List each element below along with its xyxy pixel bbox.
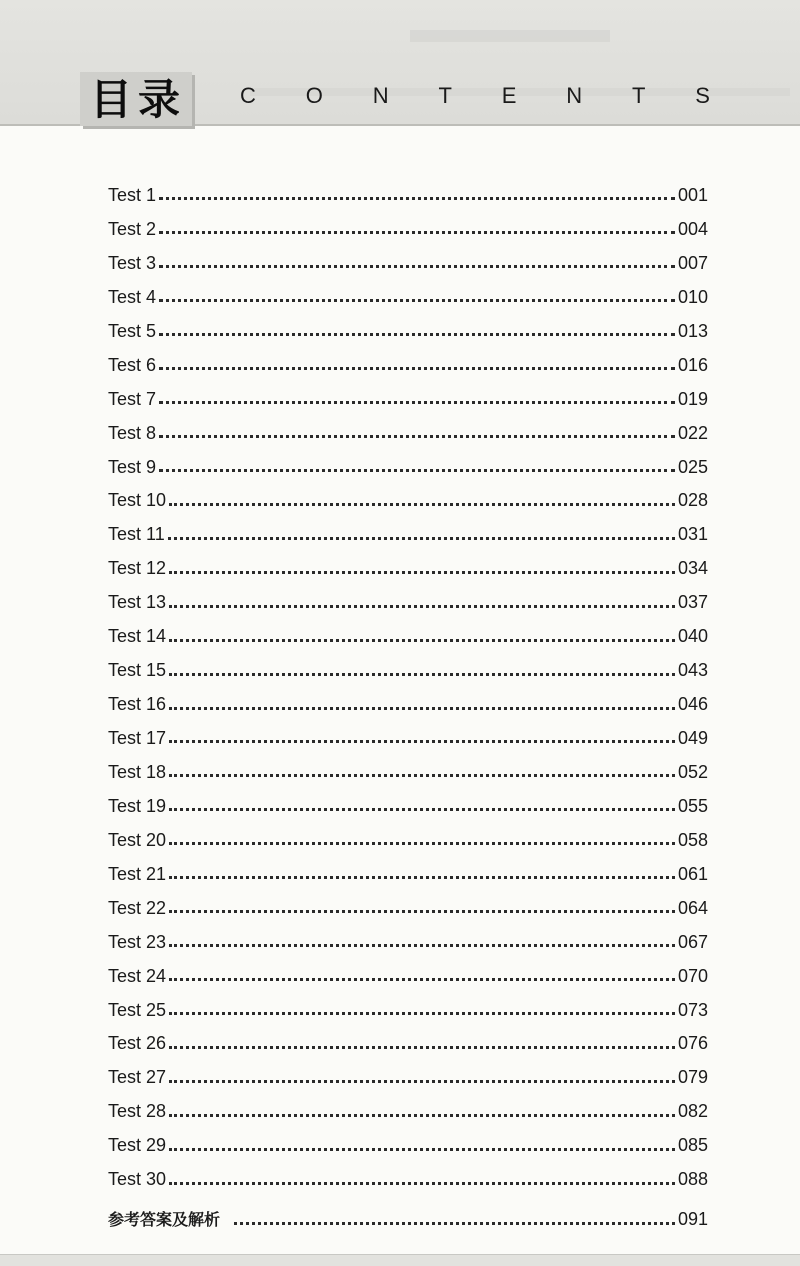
toc-entry-page-number: 037 bbox=[677, 592, 708, 613]
toc-entry-label: Test 23 bbox=[108, 931, 167, 952]
toc-entry-page-number: 019 bbox=[677, 388, 708, 409]
toc-entry[interactable] bbox=[108, 995, 708, 1029]
toc-entry-label: Test 4 bbox=[108, 286, 157, 307]
toc-entry-label: Test 2 bbox=[108, 218, 157, 239]
toc-entry-page-number: 085 bbox=[677, 1135, 708, 1156]
dot-leader bbox=[169, 1046, 675, 1049]
toc-entry[interactable] bbox=[108, 757, 708, 791]
toc-entry-label: Test 10 bbox=[108, 490, 167, 511]
dot-leader bbox=[159, 469, 675, 472]
dot-leader bbox=[169, 571, 675, 574]
toc-entry[interactable] bbox=[108, 927, 708, 961]
dot-leader bbox=[159, 299, 675, 302]
title-en-letter: N bbox=[372, 83, 389, 108]
toc-entry-page-number: 004 bbox=[677, 218, 708, 239]
toc-entry-page-number: 073 bbox=[677, 999, 708, 1020]
toc-entry[interactable] bbox=[108, 519, 708, 553]
dot-leader bbox=[169, 842, 675, 845]
dot-leader bbox=[169, 978, 675, 981]
dot-leader bbox=[169, 774, 675, 777]
dot-leader bbox=[169, 1012, 675, 1015]
toc-entry-page-number: 013 bbox=[677, 320, 708, 341]
toc-entry-label: 参考答案及解析 bbox=[108, 1210, 221, 1230]
toc-entry[interactable] bbox=[108, 893, 708, 927]
dot-leader bbox=[169, 1148, 675, 1151]
title-en-letter: T bbox=[632, 83, 646, 108]
toc-entry[interactable] bbox=[108, 961, 708, 995]
title-en-letter: S bbox=[695, 83, 710, 108]
toc-entry-page-number: 025 bbox=[677, 456, 708, 477]
dot-leader bbox=[169, 605, 675, 608]
dot-leader bbox=[169, 707, 675, 710]
toc-entry-label: Test 24 bbox=[108, 965, 167, 986]
dot-leader bbox=[168, 537, 675, 540]
bottom-edge bbox=[0, 1254, 800, 1266]
toc-entry[interactable] bbox=[108, 689, 708, 723]
toc-entry-page-number: 049 bbox=[677, 728, 708, 748]
dot-leader bbox=[159, 265, 675, 268]
toc-entry-label: Test 14 bbox=[108, 626, 167, 647]
dot-leader bbox=[169, 639, 675, 642]
title-en-letter: E bbox=[501, 83, 517, 108]
toc-entry[interactable] bbox=[108, 248, 708, 282]
toc-entry[interactable] bbox=[108, 621, 708, 655]
toc-entry-page-number: 070 bbox=[677, 965, 708, 986]
dot-leader bbox=[169, 1182, 675, 1185]
toc-entry-label: Test 29 bbox=[108, 1135, 167, 1156]
toc-entry[interactable] bbox=[108, 1028, 708, 1062]
toc-entry-label: Test 26 bbox=[108, 1033, 167, 1054]
dot-leader bbox=[169, 503, 675, 506]
toc-entry-page-number: 082 bbox=[677, 1101, 708, 1122]
toc-entry[interactable] bbox=[108, 485, 708, 519]
toc-entry-page-number: 058 bbox=[677, 829, 708, 850]
toc-entry-label: Test 13 bbox=[108, 592, 167, 613]
title-en-letter: T bbox=[438, 83, 452, 108]
toc-entry-label: Test 25 bbox=[108, 999, 167, 1020]
toc-entry[interactable] bbox=[108, 384, 708, 418]
dot-leader bbox=[169, 910, 675, 913]
toc-entry-label: Test 30 bbox=[108, 1169, 167, 1190]
toc-entry[interactable] bbox=[108, 418, 708, 452]
toc-entry[interactable] bbox=[108, 859, 708, 893]
toc-entry-label: Test 11 bbox=[108, 524, 165, 545]
toc-entry-page-number: 040 bbox=[677, 626, 708, 647]
toc-entry[interactable] bbox=[108, 1164, 708, 1198]
toc-entry[interactable] bbox=[108, 587, 708, 621]
toc-entry-label: Test 15 bbox=[108, 660, 167, 681]
table-of-contents bbox=[108, 180, 708, 1238]
toc-entry-label: Test 9 bbox=[108, 456, 157, 477]
toc-entry-label: Test 12 bbox=[108, 558, 167, 579]
toc-entry[interactable] bbox=[108, 180, 708, 214]
toc-entry-label: Test 19 bbox=[108, 795, 167, 816]
toc-entry-label: Test 7 bbox=[108, 388, 157, 409]
dot-leader bbox=[159, 231, 675, 234]
toc-entry[interactable] bbox=[108, 214, 708, 248]
toc-entry[interactable] bbox=[108, 825, 708, 859]
dot-leader bbox=[169, 1080, 675, 1083]
toc-entry-label: Test 20 bbox=[108, 829, 167, 850]
toc-entry-label: Test 3 bbox=[108, 252, 157, 273]
toc-entry[interactable] bbox=[108, 350, 708, 384]
toc-entry-label: Test 28 bbox=[108, 1101, 167, 1122]
toc-entry-page-number: 091 bbox=[677, 1209, 708, 1230]
toc-entry[interactable] bbox=[108, 723, 708, 757]
page-title-en bbox=[240, 82, 710, 110]
dot-leader bbox=[169, 673, 675, 676]
toc-entry[interactable] bbox=[108, 1096, 708, 1130]
dot-leader bbox=[234, 1222, 675, 1225]
header-shadow-mark bbox=[410, 30, 610, 42]
toc-entry-page-number: 088 bbox=[677, 1169, 708, 1190]
toc-entry-label: Test 16 bbox=[108, 694, 167, 715]
toc-entry[interactable] bbox=[108, 452, 708, 486]
toc-entry[interactable] bbox=[108, 791, 708, 825]
dot-leader bbox=[159, 197, 675, 200]
toc-entry-label: Test 8 bbox=[108, 422, 157, 443]
toc-entry-page-number: 007 bbox=[677, 252, 708, 273]
toc-entry-page-number: 010 bbox=[677, 286, 708, 307]
toc-entry-page-number: 043 bbox=[677, 660, 708, 681]
title-en-letter: N bbox=[566, 83, 583, 108]
toc-entry[interactable] bbox=[108, 282, 708, 316]
toc-entry-page-number: 046 bbox=[677, 694, 708, 715]
toc-entry-page-number: 016 bbox=[677, 354, 708, 375]
toc-entry-page-number: 028 bbox=[677, 490, 708, 511]
toc-entry-page-number: 064 bbox=[677, 897, 708, 918]
toc-entry[interactable] bbox=[108, 316, 708, 350]
toc-entry[interactable] bbox=[108, 1062, 708, 1096]
toc-entry-page-number: 055 bbox=[677, 795, 708, 816]
dot-leader bbox=[169, 740, 675, 743]
page-title-cn: 目录 bbox=[90, 75, 187, 124]
dot-leader bbox=[159, 367, 675, 370]
toc-entry-label: Test 22 bbox=[108, 897, 167, 918]
toc-entry-page-number: 022 bbox=[677, 422, 708, 443]
toc-entry-label: Test 6 bbox=[108, 354, 157, 375]
toc-entry[interactable] bbox=[108, 553, 708, 587]
toc-entry-page-number: 001 bbox=[677, 185, 708, 205]
toc-entry[interactable] bbox=[108, 1130, 708, 1164]
dot-leader bbox=[169, 876, 675, 879]
toc-entry-page-number: 052 bbox=[677, 761, 708, 782]
dot-leader bbox=[159, 401, 675, 404]
dot-leader bbox=[169, 1114, 675, 1117]
dot-leader bbox=[169, 808, 675, 811]
dot-leader bbox=[159, 435, 675, 438]
toc-entry-label: Test 17 bbox=[108, 728, 167, 748]
toc-entry-page-number: 067 bbox=[677, 931, 708, 952]
title-en-letter: O bbox=[305, 83, 323, 108]
toc-entry-page-number: 076 bbox=[677, 1033, 708, 1054]
toc-entry-page-number: 061 bbox=[677, 863, 708, 884]
title-en-letter: C bbox=[240, 83, 256, 108]
toc-entry-answers[interactable] bbox=[108, 1204, 708, 1238]
dot-leader bbox=[159, 333, 675, 336]
toc-entry-page-number: 034 bbox=[677, 558, 708, 579]
toc-entry-label: Test 21 bbox=[108, 863, 167, 884]
toc-entry-label: Test 27 bbox=[108, 1067, 167, 1088]
dot-leader bbox=[169, 944, 675, 947]
toc-entry-label: Test 1 bbox=[108, 185, 157, 205]
toc-entry-label: Test 5 bbox=[108, 320, 157, 341]
toc-entry-page-number: 079 bbox=[677, 1067, 708, 1088]
toc-entry-page-number: 031 bbox=[677, 524, 708, 545]
toc-entry[interactable] bbox=[108, 655, 708, 689]
toc-entry-label: Test 18 bbox=[108, 761, 167, 782]
